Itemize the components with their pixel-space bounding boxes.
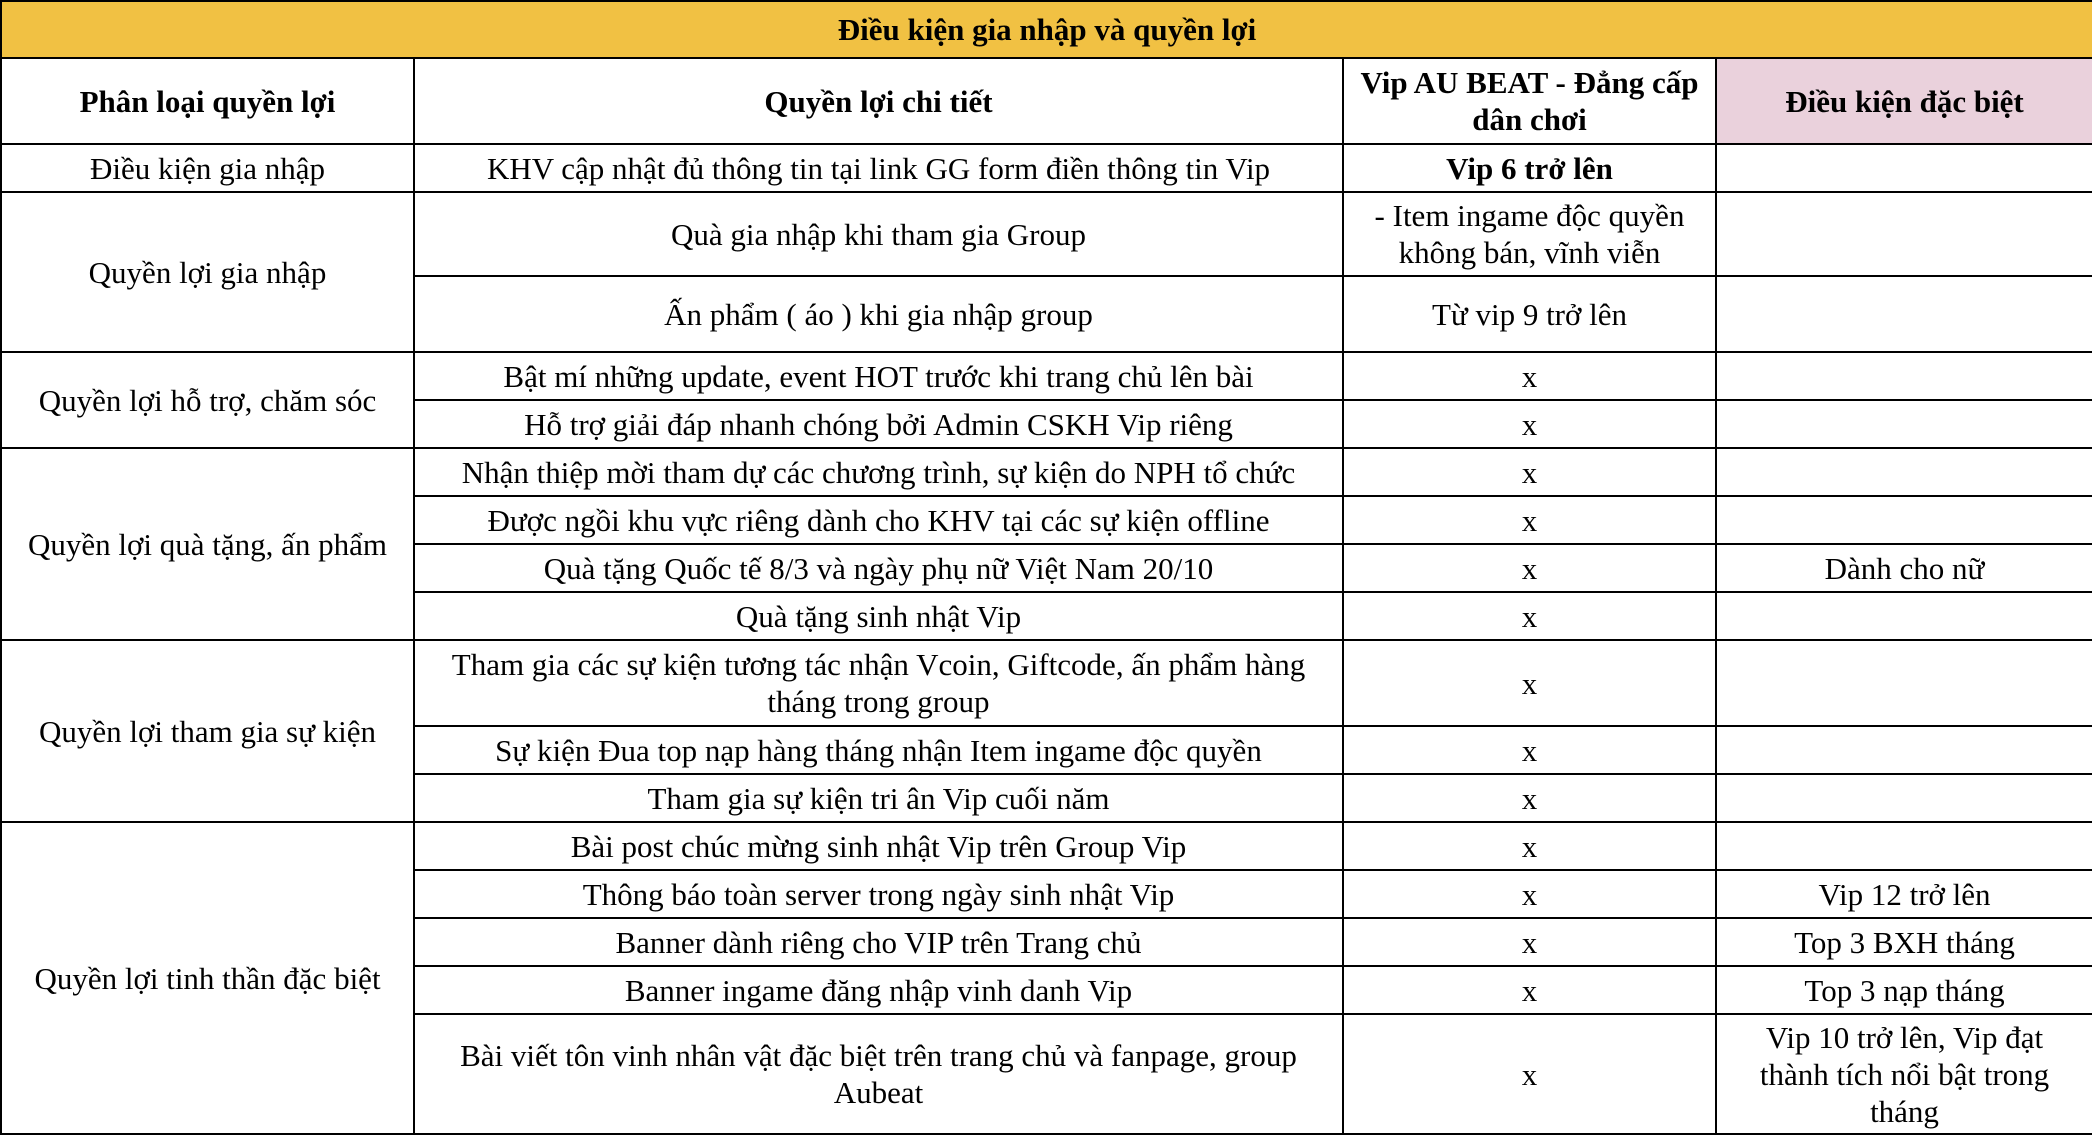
vip-cell: x — [1343, 726, 1716, 774]
detail-cell: Tham gia các sự kiện tương tác nhận Vcoin, Giftcode, ấn phẩm hàng tháng trong group — [414, 640, 1343, 726]
detail-cell: KHV cập nhật đủ thông tin tại link GG form điền thông tin Vip — [414, 144, 1343, 192]
detail-cell: Hỗ trợ giải đáp nhanh chóng bởi Admin CSKH Vip riêng — [414, 400, 1343, 448]
category-cell: Quyền lợi hỗ trợ, chăm sóc — [1, 352, 414, 448]
special-cell: Vip 10 trở lên, Vip đạt thành tích nổi bật trong tháng — [1716, 1014, 2092, 1134]
special-cell — [1716, 400, 2092, 448]
detail-cell: Nhận thiệp mời tham dự các chương trình, sự kiện do NPH tổ chức — [414, 448, 1343, 496]
special-cell — [1716, 448, 2092, 496]
special-cell: Top 3 BXH tháng — [1716, 918, 2092, 966]
table-row — [1, 822, 2092, 870]
category-cell: Quyền lợi tinh thần đặc biệt — [1, 822, 414, 1134]
special-cell — [1716, 726, 2092, 774]
table-row — [1, 640, 2092, 726]
category-cell: Quyền lợi quà tặng, ấn phẩm — [1, 448, 414, 640]
detail-cell: Ấn phẩm ( áo ) khi gia nhập group — [414, 276, 1343, 352]
detail-cell: Quà tặng sinh nhật Vip — [414, 592, 1343, 640]
special-cell: Dành cho nữ — [1716, 544, 2092, 592]
special-cell — [1716, 640, 2092, 726]
vip-cell: x — [1343, 592, 1716, 640]
vip-cell: x — [1343, 496, 1716, 544]
special-cell — [1716, 774, 2092, 822]
vip-cell: x — [1343, 352, 1716, 400]
detail-cell: Banner ingame đăng nhập vinh danh Vip — [414, 966, 1343, 1014]
special-cell — [1716, 496, 2092, 544]
table-row — [1, 448, 2092, 496]
detail-cell: Bật mí những update, event HOT trước khi trang chủ lên bài — [414, 352, 1343, 400]
vip-cell: x — [1343, 918, 1716, 966]
special-cell — [1716, 192, 2092, 276]
table-title: Điều kiện gia nhập và quyền lợi — [1, 1, 2092, 58]
special-cell: Top 3 nạp tháng — [1716, 966, 2092, 1014]
special-cell — [1716, 822, 2092, 870]
table-row — [1, 192, 2092, 276]
detail-cell: Tham gia sự kiện tri ân Vip cuối năm — [414, 774, 1343, 822]
detail-cell: Sự kiện Đua top nạp hàng tháng nhận Item ingame độc quyền — [414, 726, 1343, 774]
vip-cell: x — [1343, 1014, 1716, 1134]
vip-cell: Từ vip 9 trở lên — [1343, 276, 1716, 352]
detail-cell: Banner dành riêng cho VIP trên Trang chủ — [414, 918, 1343, 966]
vip-cell: x — [1343, 822, 1716, 870]
header-special: Điều kiện đặc biệt — [1716, 58, 2092, 144]
detail-cell: Bài post chúc mừng sinh nhật Vip trên Group Vip — [414, 822, 1343, 870]
detail-cell: Thông báo toàn server trong ngày sinh nhật Vip — [414, 870, 1343, 918]
vip-cell: - Item ingame độc quyền không bán, vĩnh viễn — [1343, 192, 1716, 276]
special-cell — [1716, 276, 2092, 352]
category-cell: Quyền lợi tham gia sự kiện — [1, 640, 414, 822]
vip-cell: x — [1343, 448, 1716, 496]
special-cell — [1716, 592, 2092, 640]
vip-cell: x — [1343, 870, 1716, 918]
table-row — [1, 144, 2092, 192]
vip-cell: x — [1343, 640, 1716, 726]
vip-cell: x — [1343, 774, 1716, 822]
detail-cell: Bài viết tôn vinh nhân vật đặc biệt trên trang chủ và fanpage, group Aubeat — [414, 1014, 1343, 1134]
vip-cell: x — [1343, 966, 1716, 1014]
special-cell — [1716, 144, 2092, 192]
detail-cell: Quà gia nhập khi tham gia Group — [414, 192, 1343, 276]
special-cell: Vip 12 trở lên — [1716, 870, 2092, 918]
special-cell — [1716, 352, 2092, 400]
vip-cell: x — [1343, 544, 1716, 592]
header-detail: Quyền lợi chi tiết — [414, 58, 1343, 144]
category-cell: Quyền lợi gia nhập — [1, 192, 414, 352]
table-row — [1, 352, 2092, 400]
detail-cell: Quà tặng Quốc tế 8/3 và ngày phụ nữ Việt Nam 20/10 — [414, 544, 1343, 592]
vip-cell: Vip 6 trở lên — [1343, 144, 1716, 192]
vip-cell: x — [1343, 400, 1716, 448]
category-cell: Điều kiện gia nhập — [1, 144, 414, 192]
header-category: Phân loại quyền lợi — [1, 58, 414, 144]
header-vip: Vip AU BEAT - Đẳng cấp dân chơi — [1343, 58, 1716, 144]
detail-cell: Được ngồi khu vực riêng dành cho KHV tại các sự kiện offline — [414, 496, 1343, 544]
